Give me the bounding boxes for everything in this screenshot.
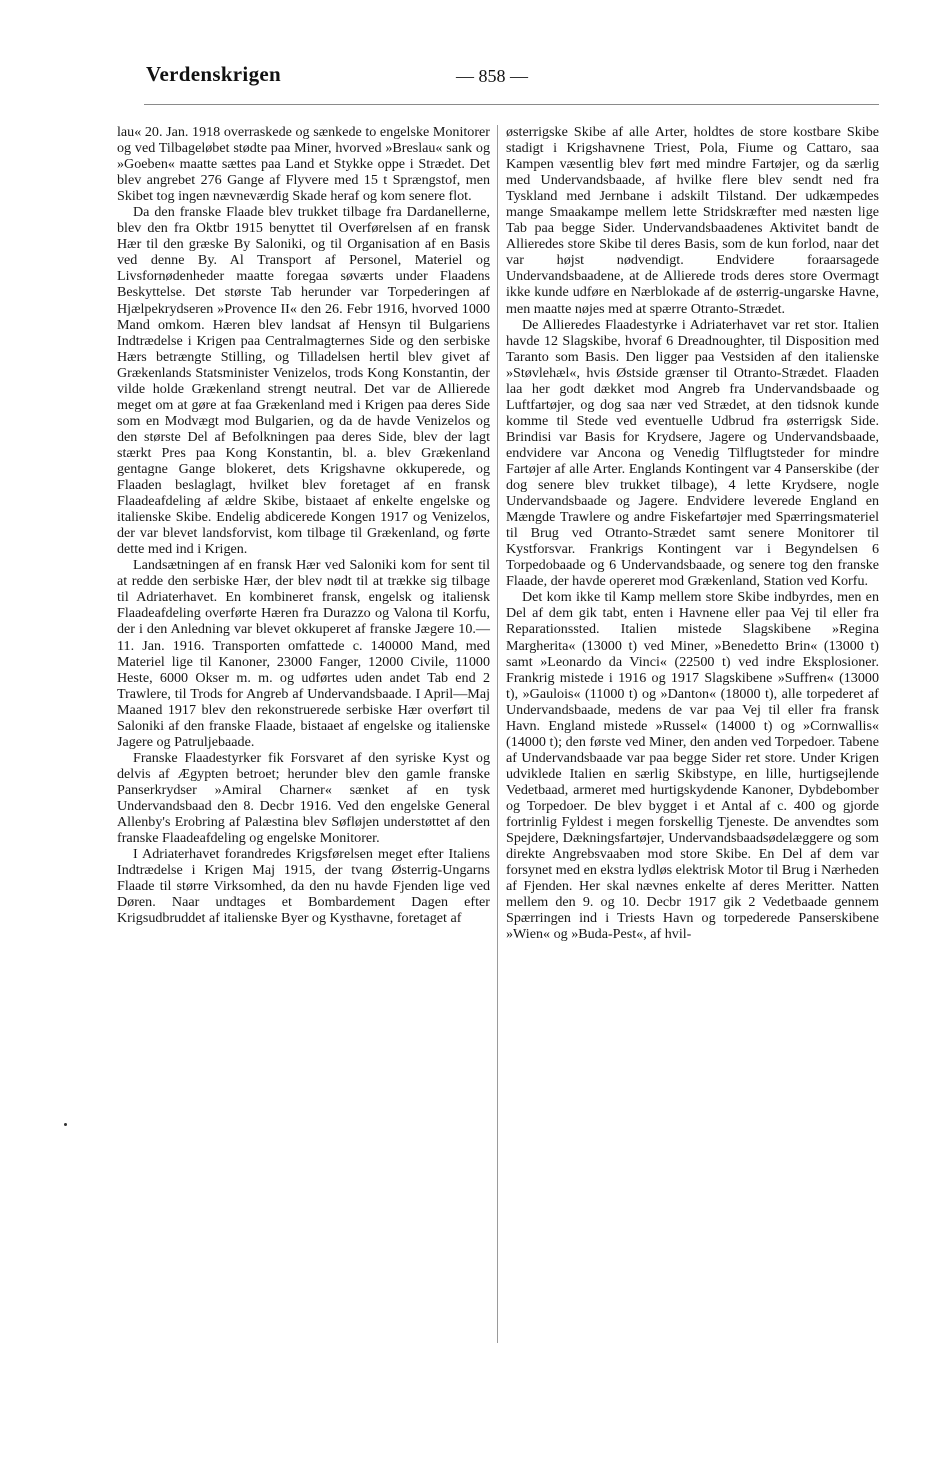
page-number: — 858 — <box>456 66 528 86</box>
paragraph: lau« 20. Jan. 1918 overraskede og sænkede to engelske Monitorer og ved Tilbageløbet stødte paa Miner, hvorved »Breslau« sank og »Goeben« maatte sættes paa Land et Stykke oppe i Strædet. Det blev angrebet 276 Gange af Flyvere med 15 t Sprængstof, men Skibet tog ingen nævneværdig Skade heraf og kom senere flot. <box>117 124 490 205</box>
running-title: Verdenskrigen <box>146 62 281 86</box>
column-divider <box>497 125 498 1343</box>
paragraph: østerrigske Skibe af alle Arter, holdtes de store kostbare Skibe stadigt i Krigshavnene Triest, Pola, Fiume og Cattaro, saa Kampen væsentlig blev ført med mindre Fartøjer, og da særlig med Undervandsbaade, af hvilke flere blev sendt ned fra Tyskland med Jernbane i adskilt Tilstand. Der udkæmpedes mange Smaakampe mellem lette Stridskræfter med næsten lige Tab paa begge Sider. Undervandsbaadenes Aktivitet bandt de Allieredes store Skibe til deres Basis, som de kun forlod, naar det var højst nødvendigt. Endvidere foraarsagede Undervandsbaadene, at de Allierede trods deres store Overmagt ikke kunde udføre en Nærblokade af de østerrig-ungarske Havne, men maatte nøjes med at spærre Otranto-Strædet. <box>506 124 879 317</box>
paragraph: I Adriaterhavet forandredes Krigsførelsen meget efter Italiens Indtrædelse i Krigen Maj 1915, der tvang Østerrig-Ungarns Flaade til større Virksomhed, da den nu havde Fjenden lige ved Døren. Naar undtages et Bombardement Dagen efter Krigsudbruddet af italienske Byer og Kysthavne, foretaget af <box>117 846 490 927</box>
paragraph: Landsætningen af en fransk Hær ved Saloniki kom for sent til at redde den serbiske Hær, der blev nødt til at trække sig tilbage til Adriaterhavet. En kombineret fransk, engelsk og italiensk Flaadeafdeling overførte Hæren fra Durazzo og Valona til Korfu, der i den Anledning var blevet okkuperet af franske Jægere 10.—11. Jan. 1916. Transporten omfattede c. 140000 Mand, med Materiel lige til Kanoner, 23000 Fanger, 12000 Civile, 11000 Heste, 6000 Okser m. m. og udførtes uden andet Tab end 2 Trawlere, til Trods for Angreb af Undervandsbaade. I April—Maj Maaned 1917 blev den rekonstruerede serbiske Hær overført til Saloniki af den franske Flaade, bistaaet af engelske og italienske Jagere og Patruljebaade. <box>117 557 490 750</box>
paragraph: Franske Flaadestyrker fik Forsvaret af den syriske Kyst og delvis af Ægypten betroet; herunder blev den gamle franske Panserkrydser »Amiral Charner« sænket af en tysk Undervandsbaad den 8. Decbr 1916. Ved den engelske General Allenby's Erobring af Palæstina blev Søfløjen understøttet af den franske Flaadeafdeling og engelske Monitorer. <box>117 749 490 847</box>
paragraph: Da den franske Flaade blev trukket tilbage fra Dardanellerne, blev den fra Oktbr 1915 benyttet til Overførelsen af en fransk Hær til den græske By Saloniki, og til Organisation af en Basis ved denne By. Al Transport af Personel, Materiel og Livsfornødenheder maatte foregaa søværts under Flaadens Beskyttelse. Det største Tab herunder var Torpederingen af Hjælpekrydseren »Provence II« den 26. Febr 1916, hvorved 1000 Mand omkom. Hæren blev landsat af Hensyn til Bulgariens Indtrædelse i Krigen paa Centralmagternes Side og den serbiske Hærs betrængte Stilling, og Tilladelsen hertil blev givet af Grækenlands Statsminister Venizelos, trods Kong Konstantin, der vilde holde Grækenland strengt neutral. Det var de Allierede meget om at gøre at faa Grækenland med i Krigen paa deres Side som en Modvægt mod Bulgarien, og da de havde Venizelos og den største Del af Befolkningen paa deres Side, blev der lagt stærkt Pres paa Kong Konstantin, bl. a. blev Grækenland gentagne Gange blokeret, dets Krigshavne okkuperede, og Flaaden beslaglagt, hvilket blev foretaget af en fransk Flaadeafdeling af ældre Skibe, bistaaet af enkelte engelske og italienske Skibe. Endelig abdicerede Kongen 1917 og Venizelos, der var blevet landsforvist, kom tilbage til Grækenland, og førte dette med ind i Krigen. <box>117 204 490 558</box>
right-column <box>506 124 879 942</box>
left-column <box>117 124 490 926</box>
paragraph: De Allieredes Flaadestyrke i Adriaterhavet var ret stor. Italien havde 12 Slagskibe, hvoraf 6 Dreadnoughter, til Disposition med Taranto som Basis. Den ligger paa Vestsiden af den italienske »Støvlehæl«, hvis Østside grænser til Otranto-Strædet. Flaaden laa her godt dækket mod Angreb fra Undervandsbaade og Luftfartøjer, og dog saa nær ved Strædet, at den tidsnok kunde komme til Stede ved eventuelle Udbrud fra østerrigsk Side. Brindisi var Basis for Krydsere, Jagere og Undervandsbaade, endvidere var Ancona og Venedig Tilflugtsteder for mindre Fartøjer af alle Arter. Englands Kontingent var 4 Panserskibe (der dog senere blev trukket tilbage), 4 lette Krydsere, nogle Undervandsbaade og Jagere. Endvidere leverede England en Mængde Trawlere og andre Fiskefartøjer med Spærringsmateriel til Brug ved Otranto-Strædet samt senere Monitorer til Kystforsvar. Frankrigs Kontingent var i Begyndelsen 6 Torpedobaade og 6 Undervandsbaade, og senere tog den franske Flaade, der havde opereret mod Grækenland, Station ved Korfu. <box>506 316 879 590</box>
scan-speck <box>64 1123 67 1126</box>
header-rule <box>144 104 879 105</box>
paragraph: Det kom ikke til Kamp mellem store Skibe indbyrdes, men en Del af dem gik tabt, enten i Havnene eller paa Vej til eller fra Reparationssted. Italien mistede Slagskibene »Regina Margherita« (13000 t) ved Miner, »Benedetto Brin« (13000 t) samt »Leonardo da Vinci« (22500 t) ved indre Eksplosioner. Frankrig mistede i 1916 og 1917 Slagskibene »Suffren« (13000 t), »Gaulois« (11000 t) og »Danton« (18000 t), alle torpederet af Undervandsbaade, medens de var paa Vej til eller fra fransk Havn. England mistede »Russel« (14000 t) og »Cornwallis« (14000 t); den første ved Miner, den anden ved Torpedoer. Tabene af Undervandsbaade var paa begge Sider ret store. Under Krigen udviklede Italien en særlig Skibstype, en lille, hurtigsejlende Vedetbaad, armeret med hurtigskydende Kanoner, Dybdebomber og Torpedoer. De blev bygget i et Antal af c. 400 og gjorde fortrinlig Fyldest i megen forskellig Tjeneste. De anvendtes som Spejdere, Dækningsfartøjer, Undervandsbaadsødelæggere og som direkte Angrebsvaaben mod store Skibe. En Del af dem var forsynet med en ekstra lydløs elektrisk Motor til Brug i Nærheden af Fjenden. Her skal nævnes enkelte af deres Meritter. Natten mellem den 9. og 10. Decbr 1917 gik 2 Vedetbaade gennem Spærringen ind i Triests Havn og torpederede Panserskibene »Wien« og »Buda-Pest«, af hvil- <box>506 589 879 943</box>
